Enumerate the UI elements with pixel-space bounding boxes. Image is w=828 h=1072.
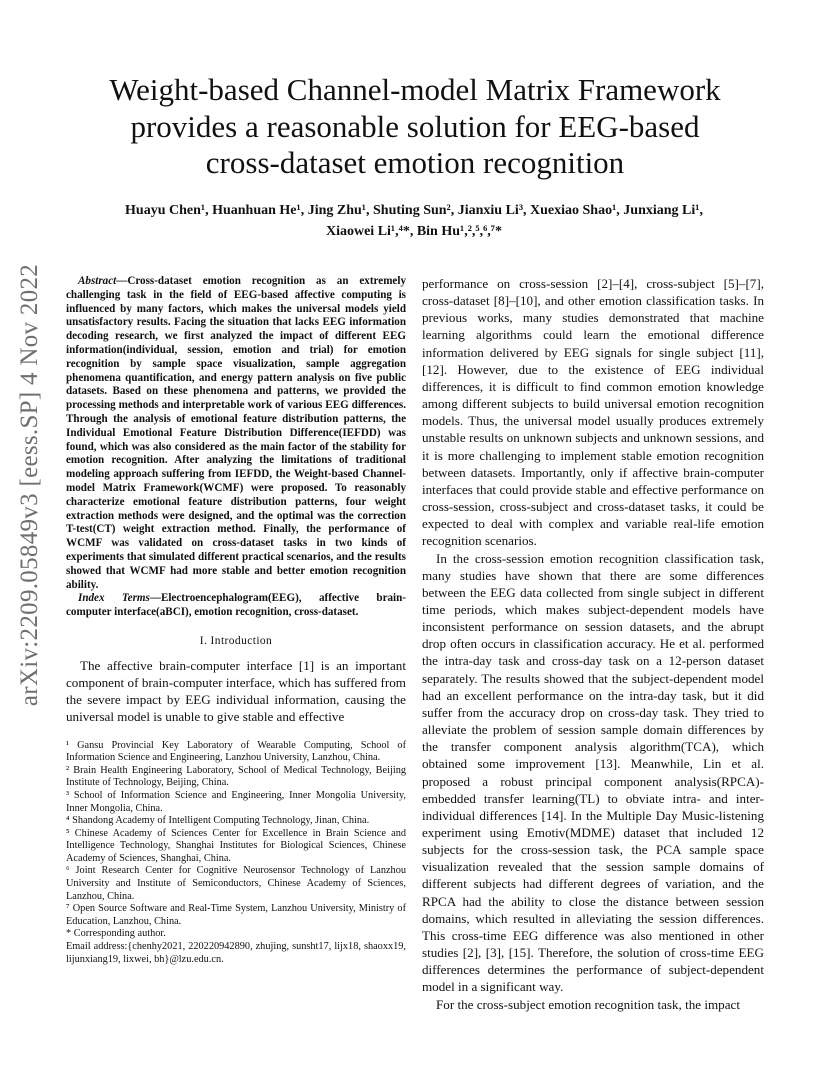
footnote: ⁵ Chinese Academy of Sciences Center for Excellence in Brain Science and Intelligence Technology, Shanghai Institutes for Biological Sciences, Chinese Academy of Sciences, Shanghai, China. — [66, 827, 406, 864]
left-column — [66, 275, 406, 966]
footnote: ⁴ Shandong Academy of Intelligent Computing Technology, Jinan, China. — [66, 815, 370, 827]
body-paragraph: In the cross-session emotion recognition classification task, many studies have shown that there are some differences between the EEG data collected from single subject in different time periods, which makes subject-dependent models have inconsistent performance on session datasets, and the abrupt drop often occurs in classification accuracy. He et al. performed the intra-day task and cross-day task on a 12-person dataset separately. The results showed that the subject-dependent model had an excellent performance on the intra-day task, but it did suffer from the accuracy drop on cross-day task. They tried to alleviate the problem of session sample domain differences by the transfer component analysis algorithm(TCA), which obtained some improvement [13]. Meanwhile, Lin et al. proposed a robust principal component analysis(RPCA)-embedded transfer learning(TL) to obviate intra- and inter-individual differences [14]. In the Multiple Day Music-listening experiment using Emotiv(MDME) dataset that included 12 subjects for the cross-session task, the PCA sample space visualization revealed that the session sample domains of different subjects had different degrees of variation, and the RPCA had the ability to close the distance between session domains, which resulted in alleviating the session differences. This cross-time EEG difference was also mentioned in other studies [2], [3], [15]. Therefore, the solution of cross-time EEG differences determines the performance of subject-dependent model in a significant way. — [422, 550, 764, 995]
author-list — [66, 200, 762, 242]
index-terms — [66, 592, 406, 620]
footnote: Email address:{chenhy2021, 220220942890, zhujing, sunsht17, lijx18, shaoxx19, lijunxiang19, lixwei, bh}@lzu.edu.cn. — [66, 941, 406, 965]
abstract-label: Abstract — [78, 275, 117, 287]
index-terms-label: Index Terms — [78, 592, 150, 605]
abstract-text: —Cross-dataset emotion recognition as an extremely challenging task in the field of EEG-based affective computing is influenced by many factors, which makes the universal models yield unsatisfactory results. Facing the situation that lacks EEG information decoding research, we first analyzed the impact of different EEG information(individual, session, emotion and trial) for emotion recognition by sample space visualization, sample aggregation phenomena quantification, and energy pattern analysis on five public datasets. Based on these phenomena and patterns, we provided the processing methods and interpretable work of various EEG differences. Through the analysis of emotional feature distribution patterns, the Individual Emotional Feature Distribution Difference(IEFDD) was found, which was also considered as the main factor of the stability for emotion recognition. After analyzing the limitations of traditional modeling approach suffering from IEFDD, the Weight-based Channel-model Matrix Framework(WCMF) were proposed. To reasonably characterize emotional feature distribution patterns, four weight extraction methods were designed, and the optimal was the correction T-test(CT) weight extraction method. Finally, the performance of WCMF was validated on cross-dataset tasks in two kinds of experiments that simulated different practical scenarios, and the results showed that WCMF had more stable and better emotion recognition ability. — [66, 275, 406, 591]
abstract — [66, 275, 406, 592]
footnote: ⁷ Open Source Software and Real-Time System, Lanzhou University, Ministry of Education, Lanzhou, China. — [66, 903, 406, 927]
footnote: ² Brain Health Engineering Laboratory, School of Medical Technology, Beijing Institute of Technology, Beijing, China. — [66, 764, 406, 789]
section-heading: I. Introduction — [199, 634, 273, 647]
footnote: ⁶ Joint Research Center for Cognitive Neurosensor Technology of Lanzhou University and Institute of Semiconductors, Chinese Academy of Sciences, Lanzhou, China. — [66, 865, 406, 902]
intro-paragraph: The affective brain-computer interface [1] is an important component of brain-computer interface, which has suffered from the severe impact by EEG individual information, causing the universal model is unable to give stable and effective — [66, 657, 406, 725]
arxiv-identifier — [10, 263, 50, 707]
right-column — [422, 275, 764, 1013]
index-terms-text: —Electroencephalogram(EEG), affective brain-computer interface(aBCI), emotion recognition, cross-dataset. — [66, 592, 406, 619]
authors-line: Xiaowei Li¹,⁴*, Bin Hu¹,²,⁵,⁶,⁷* — [325, 224, 502, 239]
arxiv-identifier-text: arXiv:2209.05849v3 [eess.SP] 4 Nov 2022 — [16, 263, 43, 707]
paper-title — [60, 72, 770, 182]
title-line: provides a reasonable solution for EEG-based — [130, 108, 700, 144]
footnotes — [66, 740, 406, 967]
title-line: cross-dataset emotion recognition — [205, 145, 625, 180]
title-line: Weight-based Channel-model Matrix Framework — [109, 72, 721, 107]
authors-line: Huayu Chen¹, Huanhuan He¹, Jing Zhu¹, Shuting Sun², Jianxiu Li³, Xuexiao Shao¹, Junxiang Li¹, — [125, 203, 703, 218]
footnote: ¹ Gansu Provincial Key Laboratory of Wearable Computing, School of Information Science and Engineering, Lanzhou University, Lanzhou, China. — [66, 739, 406, 764]
body-paragraph: For the cross-subject emotion recognition task, the impact — [436, 996, 740, 1012]
body-paragraph: performance on cross-session [2]–[4], cross-subject [5]–[7], cross-dataset [8]–[10], and other emotion classification tasks. In previous works, many studies demonstrated that machine learning algorithms could learn the emotional difference information delivered by EEG signals for single subject [11], [12]. However, due to the existence of EEG individual differences, it is difficult to find common emotion knowledge among different subjects to build universal emotion recognition models. Thus, the universal model usually produces extremely unstable results on unknown subjects and unknown sessions, and it is more challenging to implement stable emotion recognition between datasets. Importantly, only if affective brain-computer interfaces that could provide stable and effective performance on cross-session, cross-subject and cross-dataset tasks, it could be expected to deal with complex and variable real-life emotion recognition scenarios. — [422, 276, 764, 549]
footnote: * Corresponding author. — [66, 928, 166, 940]
footnote: ³ School of Information Science and Engineering, Inner Mongolia University, Inner Mongolia, China. — [66, 789, 406, 814]
